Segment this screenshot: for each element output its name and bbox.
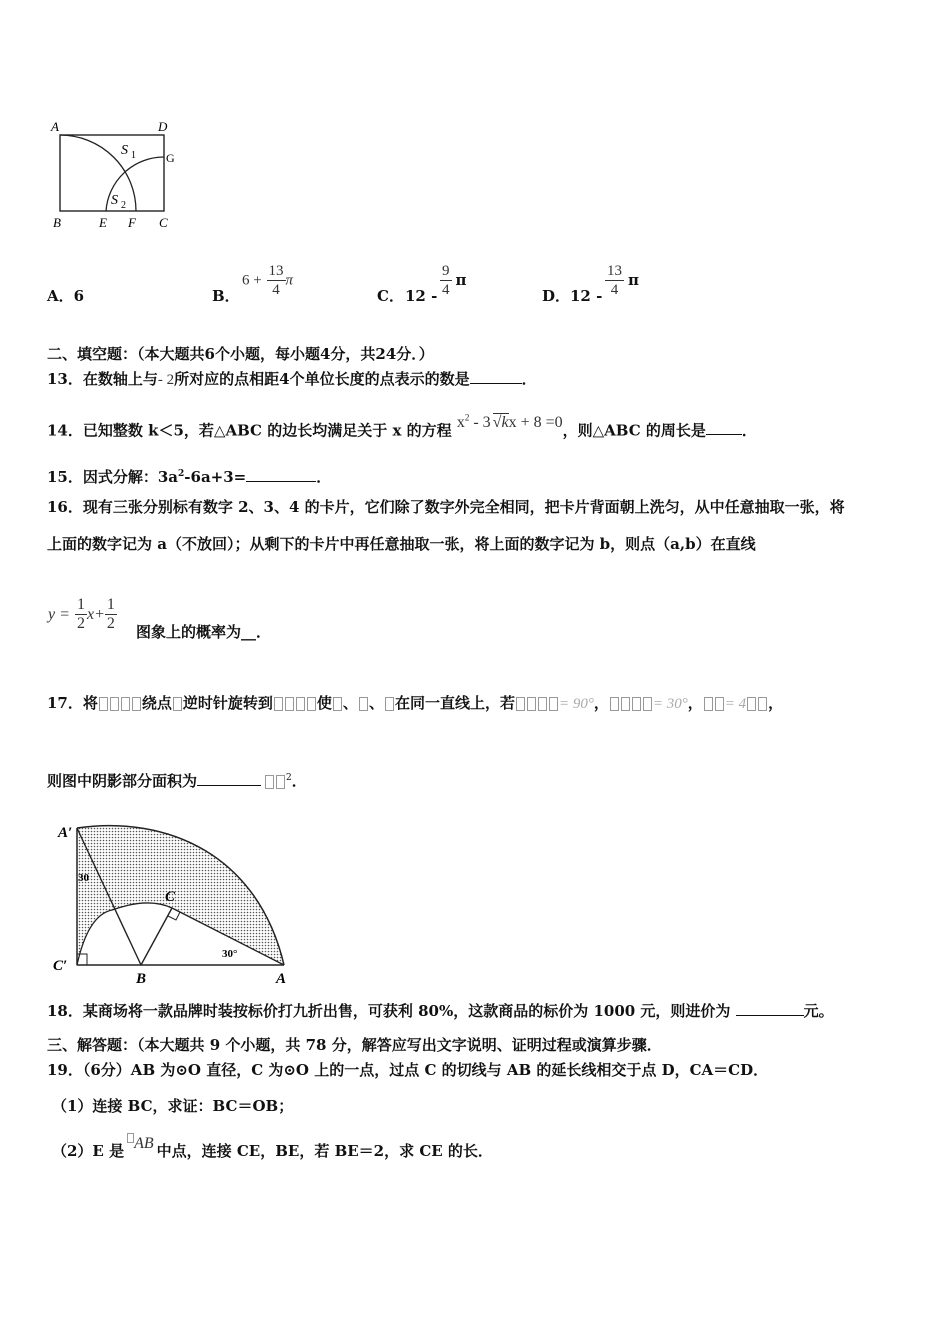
q15-part2: -6a+3= bbox=[184, 468, 247, 486]
q16-eq-y: y = bbox=[48, 606, 70, 623]
q17-sep1: ， bbox=[593, 694, 609, 712]
q17-m3: = 4 bbox=[724, 696, 747, 712]
label-e: E bbox=[99, 215, 107, 230]
label-c: C bbox=[165, 889, 176, 905]
option-c-letter[interactable]: C． bbox=[377, 287, 404, 305]
figure-rotation-shaded bbox=[48, 815, 298, 987]
q13-part1: 13．在数轴上与 bbox=[47, 370, 158, 388]
label-g: G bbox=[166, 151, 175, 165]
q18-answer-blank[interactable] bbox=[736, 1001, 804, 1016]
option-b-lead: 6 + bbox=[242, 272, 262, 289]
q19-part2b: 中点，连接 CE，BE，若 BE＝2，求 CE 的长． bbox=[156, 1142, 493, 1160]
q19-part1: （1）连接 BC，求证：BC＝OB； bbox=[52, 1097, 294, 1115]
angle-label-30: 30 bbox=[78, 872, 89, 884]
q14-part2: ，则△ABC 的周长是 bbox=[562, 421, 706, 440]
q14-part1: 14．已知整数 k＜5，若△ABC 的边长均满足关于 x 的方程 bbox=[47, 421, 452, 440]
option-c-fraction bbox=[440, 262, 452, 299]
q17-line2-text: 则图中阴影部分面积为 bbox=[47, 772, 198, 790]
option-d-den: 4 bbox=[610, 282, 619, 298]
question-15 bbox=[47, 464, 331, 487]
option-d-letter[interactable]: D． bbox=[542, 287, 571, 305]
question-14 bbox=[47, 413, 757, 441]
option-b-den: 4 bbox=[272, 282, 280, 298]
label-s1-sub: 1 bbox=[131, 150, 136, 161]
q17-answer-blank[interactable] bbox=[197, 771, 261, 786]
q14-equation: $x^2 - 3$ √kx + 8 =0 bbox=[456, 413, 563, 432]
q16-frac1: $\frac{1}{2}$ bbox=[77, 596, 85, 632]
q18-end: 元。 bbox=[803, 1002, 834, 1020]
question-17-line2 bbox=[47, 768, 307, 791]
q17-p7: 在同一直线上，若 bbox=[394, 694, 515, 712]
q16-line1: 16．现有三张分别标有数字 2、3、4 的卡片，它们除了数字外完全相同，把卡片背面朝上洗匀，从中任意抽取一张，将 bbox=[47, 498, 845, 516]
q17-p1: 17．将 bbox=[47, 694, 98, 712]
option-b-letter[interactable]: B． bbox=[212, 287, 240, 305]
option-c-tail: π bbox=[455, 270, 467, 289]
option-b-num: 13 bbox=[268, 263, 284, 279]
question-18 bbox=[47, 1001, 834, 1021]
q18-text: 18．某商场将一款品牌时装按标价打九折出售，可获利 80%，这款商品的标价为 1000 元，则进价为 bbox=[47, 1002, 731, 1020]
label-a: A bbox=[51, 119, 59, 134]
q16-line2: 上面的数字记为 a（不放回）；从剩下的卡片中再任意抽取一张，将上面的数字记为 b，则点（a,b）在直线 bbox=[47, 535, 756, 553]
q14-answer-blank[interactable] bbox=[706, 420, 742, 435]
label-s2: S bbox=[111, 193, 118, 208]
option-c-den: 4 bbox=[442, 282, 450, 298]
q16-eq-x: x+ bbox=[87, 606, 105, 623]
q17-p6: 、 bbox=[368, 694, 384, 712]
q17-sep2: ， bbox=[687, 694, 703, 712]
option-d-fraction bbox=[605, 262, 624, 299]
label-d: D bbox=[158, 119, 168, 134]
option-a-value: 6 bbox=[73, 287, 85, 305]
label-c-prime: C′ bbox=[53, 958, 68, 974]
q17-end: ． bbox=[291, 772, 307, 790]
q13-number: - 2 bbox=[157, 372, 175, 388]
q19-arc-ab: AB bbox=[127, 1135, 154, 1152]
option-c-fraction-wrap bbox=[440, 262, 466, 299]
label-s1: S bbox=[121, 143, 128, 158]
q17-p5: 、 bbox=[342, 694, 358, 712]
section-2-heading: 二、填空题：（本大题共6个小题，每小题4分，共24分．） bbox=[47, 345, 434, 363]
angle-label-30-deg: 30° bbox=[222, 948, 238, 960]
question-13 bbox=[47, 369, 537, 390]
option-d-tail: π bbox=[628, 270, 639, 289]
q19-stem: 19．（6分）AB 为⊙O 直径，C 为⊙O 上的一点，过点 C 的切线与 AB 的延长线相交于点 D，CA＝CD． bbox=[47, 1061, 769, 1079]
q14-end: ． bbox=[741, 421, 757, 440]
label-a-prime: A′ bbox=[58, 825, 73, 841]
label-f: F bbox=[128, 215, 136, 230]
section-3-heading: 三、解答题：（本大题共 9 个小题，共 78 分，解答应写出文字说明、证明过程或演算步骤． bbox=[47, 1036, 662, 1054]
q13-part2: 所对应的点相距4个单位长度的点表示的数是 bbox=[174, 370, 470, 388]
question-17-line1 bbox=[47, 693, 783, 714]
q17-p3: 逆时针旋转到 bbox=[182, 694, 273, 712]
label-c: C bbox=[159, 215, 168, 230]
option-b-expression bbox=[242, 262, 293, 299]
q19-part2 bbox=[52, 1135, 493, 1162]
q17-m2: = 30° bbox=[652, 696, 688, 712]
q17-m1: = 90° bbox=[558, 696, 594, 712]
option-d-num: 13 bbox=[607, 263, 622, 279]
q17-sep3: ， bbox=[768, 694, 784, 712]
q16-frac2: $\frac{1}{2}$ bbox=[106, 596, 115, 632]
option-b-fraction bbox=[267, 262, 286, 299]
option-b-tail: π bbox=[285, 272, 294, 289]
option-d-lead: 12 - bbox=[570, 287, 603, 305]
q13-answer-blank[interactable] bbox=[470, 369, 522, 384]
option-a[interactable] bbox=[47, 286, 84, 306]
label-b: B bbox=[136, 971, 147, 987]
option-c-num: 9 bbox=[442, 263, 450, 279]
q13-end: ． bbox=[521, 370, 537, 388]
q19-part2a: （2）E 是 bbox=[52, 1142, 125, 1160]
label-b: B bbox=[53, 215, 61, 230]
q16-equation bbox=[48, 596, 117, 633]
q17-p4: 使 bbox=[316, 694, 332, 712]
label-a: A bbox=[276, 971, 287, 987]
q15-sup: 2 bbox=[178, 469, 185, 479]
q15-answer-blank[interactable] bbox=[246, 467, 316, 482]
q15-part1: 15．因式分解：3a bbox=[47, 468, 179, 486]
option-a-letter: A． bbox=[47, 287, 74, 305]
q17-p2: 绕点 bbox=[141, 694, 172, 712]
label-s2-sub: 2 bbox=[121, 200, 126, 211]
option-d-fraction-wrap bbox=[605, 262, 639, 299]
q16-tail: 图象上的概率为__． bbox=[136, 623, 272, 641]
q15-end: ． bbox=[316, 468, 332, 486]
figure-rectangle-arcs bbox=[45, 115, 185, 240]
option-c-lead: 12 - bbox=[405, 287, 438, 305]
q17-unit-sup: 2 bbox=[286, 773, 292, 783]
